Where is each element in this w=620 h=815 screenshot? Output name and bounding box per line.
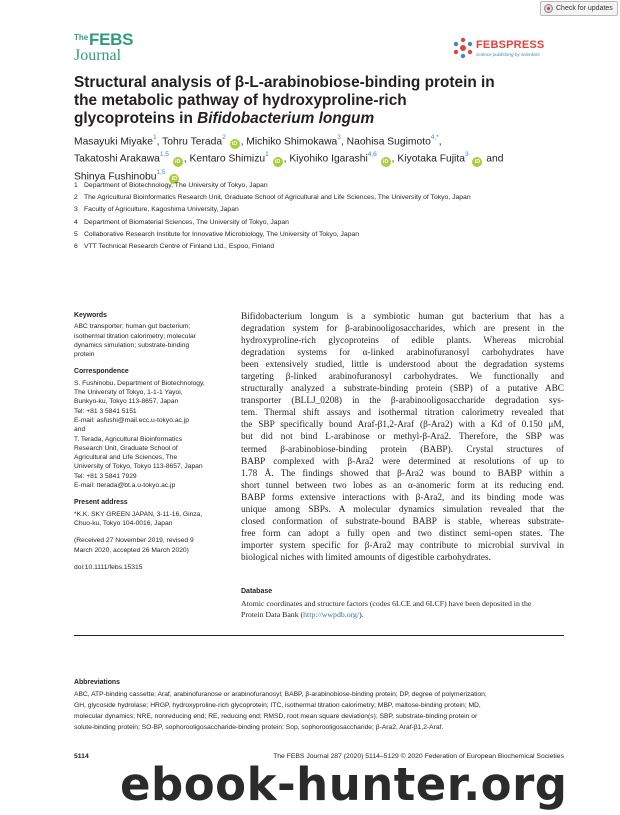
check-for-updates-label: Check for updates [556, 5, 613, 12]
correspondence-section: Correspondence S. Fushinobu, Department of Biotechnology, The University of Tokyo, 1-1-1 Yayoi, Bunkyo-ku, Tokyo 113-8657, Japan Tel: +81 3 5841 5151 E-mail: asfushi@mail.ecc.u-tokyo.ac.jp and T. Terada, Agricultural Bioinformatics Research Unit, Graduate School of Agricultural and Life Sciences, The University of Tokyo, Tokyo 113-8657, Japan Tel: +81 3 5841 7929 E-mail: tterada@bt.a.u-tokyo.ac.jp [74, 367, 230, 490]
author-separator: , [240, 136, 247, 148]
section-divider [74, 635, 564, 636]
author-line [74, 132, 564, 149]
orcid-icon[interactable]: iD [273, 157, 283, 167]
affiliation: 1 Department of Biotechnology, The University of Tokyo, Japan [74, 182, 268, 189]
title-line: glycoproteins in Bifidobacterium longum [74, 110, 375, 128]
abstract-line: transporter (BLLJ_0208) in the β-arabinooligosaccharide degradation sys- [241, 396, 564, 407]
abstract-line: BABP forms extensive interactions with β-Ara2, and its binding mode was [241, 492, 564, 503]
database-section: Database Atomic coordinates and structure factors (codes 6LCE and 6LCF) have been deposited in the Protein Data Bank (http://wwpdb.org/). [241, 588, 564, 620]
article-sidebar [74, 311, 230, 580]
abstract-line: termed β-arabinobiose-binding protein (BABP). Crystal structures of [241, 444, 564, 455]
author-name: Kiyotaka Fujita [397, 153, 465, 165]
database-heading: Database [241, 588, 273, 595]
email-link[interactable]: E-mail: tterada@bt.a.u-tokyo.ac.jp [74, 482, 176, 490]
orcid-icon[interactable]: iD [169, 174, 179, 184]
journal-citation: The FEBS Journal 287 (2020) 5114–5129 © 2020 Federation of European Biochemical Societies [273, 753, 564, 760]
author-separator: , [156, 136, 163, 148]
abstract-line: the SBP specifically bound Araf-β1,2-Araf (β-Ara2) with a Kd of 0.150 μM, [241, 420, 564, 431]
abstract-line: unique among SBPs. A molecular dynamics simulation revealed that the [241, 504, 564, 515]
affiliation: 2 The Agricultural Bioinformatics Research Unit, Graduate School of Agricultural and Life Sciences, The University of Tokyo, Japan [74, 194, 471, 202]
author-name: Kentaro Shimizu [189, 153, 266, 165]
author-affiliation-marker: 1 [152, 134, 157, 141]
abstract-line: importer system specific for β-Ara2 may contribute to microbial survival in [241, 540, 564, 551]
abstract-line: but did not bind L-arabinose or methyl-β-Ara2. Therefore, the SBP was [241, 432, 564, 443]
author-separator: , [438, 136, 442, 148]
title-line: the metabolic pathway of hydroxyproline-rich [74, 92, 407, 110]
pdb-link[interactable]: http://wwpdb.org/ [303, 610, 360, 619]
author-name: Naohisa Sugimoto [346, 136, 431, 148]
author-affiliation-marker: 1,5 [159, 151, 169, 159]
present-address-heading: Present address [74, 499, 128, 507]
abbreviations-heading: Abbreviations [74, 679, 120, 686]
affiliation: 5 Collaborative Research Institute for Innovative Microbiology, The University of Tokyo, Japan [74, 230, 360, 238]
present-address-section: Present address *K.K. SKY GREEN JAPAN, 3-11-16, Ginza, Chuo-ku, Tokyo 104-0016, Japan [74, 498, 230, 528]
febs-press-dots-icon [452, 37, 474, 59]
febs-press-logo: FEBSPRESS science publishing by scientists [452, 37, 556, 61]
watermark: ebook-hunter.org [120, 758, 568, 811]
author-name: Michiko Shimokawa [246, 136, 338, 148]
keywords-heading: Keywords [74, 312, 107, 319]
abstract-line: Bifidobacterium longum is a symbiotic human gut bacterium that has a [241, 312, 564, 322]
author-line [74, 149, 564, 166]
author-name: Masayuki Miyake [74, 136, 153, 148]
abbreviations-section: Abbreviations ABC, ATP-binding cassette; Araf, arabinofuranose or arabinofuranosyl; BABP, β-arabinobiose-binding protein; DP, degree of polymerization; GH, glycoside hydrolase; HRGP, hydroxyproline-rich glycoprotein; ITC, isothermal titration calorimetry; MBP, maltose-binding protein; MD, molecular dynamics; NRE, nonreducing end; RE, reducing end; RMSD, root mean square deviation(s); SBP, substrate-binding protein or solute-binding protein; SO-BP, sophorooligosaccharide-binding protein; Sop, sophorooligosaccharide; β-Ara2, Araf-β1,2-Araf. [74, 677, 566, 733]
affiliation-list [74, 180, 574, 253]
author-name: Tohru Terada [162, 136, 223, 148]
author-name: Kiyohiko Igarashi [289, 153, 368, 165]
crossmark-icon [544, 4, 553, 13]
author-separator: , [283, 153, 290, 165]
author-affiliation-marker: 1,5 [156, 168, 166, 176]
email-link[interactable]: E-mail: asfushi@mail.ecc.u-tokyo.ac.jp [74, 416, 189, 424]
abstract-line: hydroxyproline-rich glycoproteins of edible plants. Whereas microbial [241, 336, 564, 347]
abstract-line: 1.78 Å. The findings showed that β-Ara2 was bound to BABP within a [241, 468, 564, 479]
author-separator: , [340, 136, 347, 148]
abstract-line: closed conformation of substrate-bound BABP is stable, whereas substrate- [241, 516, 564, 527]
febs-journal-logo: The FEBS Journal [74, 30, 134, 64]
abstract-line: targeting β-linked arabinofuranosyl carbohydrates. We functionally and [241, 372, 564, 383]
orcid-icon[interactable]: iD [173, 157, 183, 167]
abstract-line: degradation systems for α-linked arabinofuranosyl carbohydrates have [241, 348, 564, 359]
affiliation: 4 Department of Biomaterial Sciences, The University of Tokyo, Japan [74, 218, 289, 226]
title-line: Structural analysis of β-L-arabinobiose-binding protein in [74, 74, 495, 91]
author-separator: , [391, 153, 398, 165]
author-name: Shinya Fushinobu [74, 171, 157, 183]
doi [74, 563, 230, 572]
author-affiliation-marker: 4,* [430, 134, 439, 141]
abstract-line: tem. Thermal shift assays and isothermal titration calorimetry revealed that [241, 408, 564, 419]
orcid-icon[interactable]: iD [381, 157, 391, 167]
abstract-line: structurally analyzed a substrate-binding protein (SBP) of a putative ABC [241, 384, 564, 395]
title-species: Bifidobacterium longum [197, 110, 375, 128]
abstract-line: BABP complexed with β-Ara2 were determined at resolutions of up to [241, 456, 564, 467]
author-affiliation-marker: 2 [222, 134, 226, 141]
check-for-updates-button[interactable] [540, 1, 618, 16]
article-title [74, 74, 574, 129]
abstract-line: short tunnel between two lobes as an α-anomeric form at its reducing end. [241, 480, 564, 491]
author-affiliation-marker: 3 [337, 134, 341, 141]
abstract-line: degradation system for β-arabinooligosaccharides, which are present in the [241, 324, 564, 335]
author-separator: and [483, 153, 504, 165]
author-list [74, 132, 564, 184]
keywords-section: Keywords ABC transporter; human gut bacterium; isothermal titration calorimetry; molecular dynamics simulation; substrate-binding protein [74, 311, 230, 359]
author-separator: , [183, 153, 190, 165]
affiliation: 3 Faculty of Agriculture, Kagoshima University, Japan [74, 206, 239, 214]
affiliation: 6 VTT Technical Research Centre of Finland Ltd., Espoo, Finland [74, 243, 275, 251]
page-number: 5114 [74, 753, 89, 760]
correspondence-heading: Correspondence [74, 368, 129, 376]
doi-link[interactable]: doi:10.1111/febs.15315 [74, 563, 143, 571]
received-dates: (Received 27 November 2019, revised 9 March 2020, accepted 26 March 2020) [74, 537, 194, 554]
orcid-icon[interactable]: iD [472, 157, 482, 167]
abstract-line: free form can adopt a fully open and two distinct semi-open states. The [241, 528, 564, 539]
author-affiliation-marker: 1 [265, 151, 269, 159]
author-affiliation-marker: 3 [464, 151, 469, 159]
abstract [241, 311, 564, 564]
author-name: Takatoshi Arakawa [74, 153, 160, 165]
abstract-line: been extensively studied, little is understood about the degradation systems [241, 360, 564, 371]
abstract-line: biological niches with limited amounts of digestible carbohydrates. [241, 552, 491, 563]
author-affiliation-marker: 4,6 [367, 151, 377, 159]
orcid-icon[interactable]: iD [230, 139, 240, 149]
